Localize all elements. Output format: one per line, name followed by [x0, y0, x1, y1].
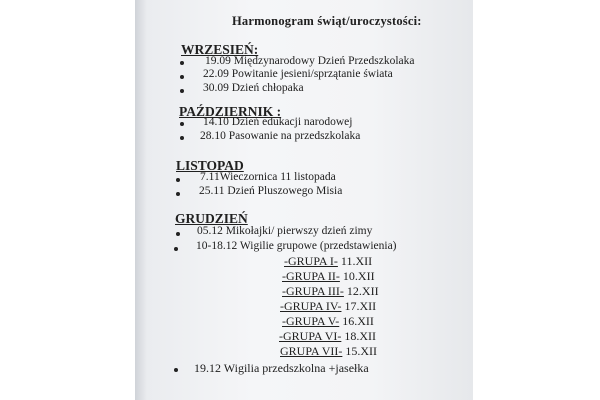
group-entry [280, 344, 377, 359]
list-item: 25.11 Dzień Pluszowego Misia [199, 185, 343, 197]
list-item: 7.11Wieczornica 11 listopada [200, 171, 336, 183]
list-item: 05.12 Mikołajki/ pierwszy dzień zimy [197, 225, 373, 237]
bullet-icon [180, 75, 184, 79]
group-date: 12.XII [343, 284, 379, 298]
bullet-icon [180, 61, 184, 65]
section-heading-november: LISTOPAD [176, 158, 244, 173]
group-entry [284, 254, 372, 269]
bullet-icon [180, 136, 184, 140]
list-item: 30.09 Dzień chłopaka [203, 82, 304, 94]
bullet-icon [174, 247, 178, 251]
group-date: 15.XII [342, 344, 378, 358]
list-item: 14.10 Dzień edukacji narodowej [203, 116, 353, 128]
section-heading-december: GRUDZIEŃ [175, 211, 248, 226]
group-entry [282, 269, 375, 284]
bullet-icon [180, 122, 184, 126]
section-heading-september: WRZESIEŃ: [181, 42, 259, 57]
group-label: -GRUPA IV- [280, 299, 342, 313]
list-item: 28.10 Pasowanie na przedszkolaka [200, 130, 361, 142]
group-date: 18.XII [341, 329, 377, 343]
list-item: 19.12 Wigilia przedszkolna +jasełka [194, 361, 369, 375]
group-date: 16.XII [339, 314, 374, 328]
list-item: 22.09 Powitanie jesieni/sprzątanie świata [203, 68, 393, 80]
group-entry [280, 299, 376, 314]
section-heading-october: PAŹDZIERNIK : [179, 104, 282, 119]
bullet-icon [180, 89, 184, 93]
bullet-icon [176, 192, 180, 196]
bullet-icon [174, 368, 178, 372]
bullet-icon [176, 178, 180, 182]
bullet-icon [176, 232, 180, 236]
group-date: 10.XII [339, 269, 375, 283]
list-item: 10-18.12 Wigilie grupowe (przedstawienia) [196, 240, 397, 252]
group-label: -GRUPA V- [282, 314, 340, 328]
group-label: -GRUPA II- [282, 269, 340, 283]
group-label: -GRUPA I- [284, 254, 338, 268]
group-label: GRUPA VII- [280, 344, 343, 358]
group-entry [282, 284, 379, 299]
group-label: -GRUPA III- [282, 284, 344, 298]
group-date: 11.XII [337, 254, 373, 268]
page-title: Harmonogram świąt/uroczystości: [232, 14, 422, 28]
group-date: 17.XII [341, 299, 377, 313]
list-item: 19.09 Międzynarodowy Dzień Przedszkolaka [205, 55, 415, 67]
group-entry [282, 314, 374, 329]
group-entry [279, 329, 376, 344]
group-label: -GRUPA VI- [279, 329, 342, 343]
